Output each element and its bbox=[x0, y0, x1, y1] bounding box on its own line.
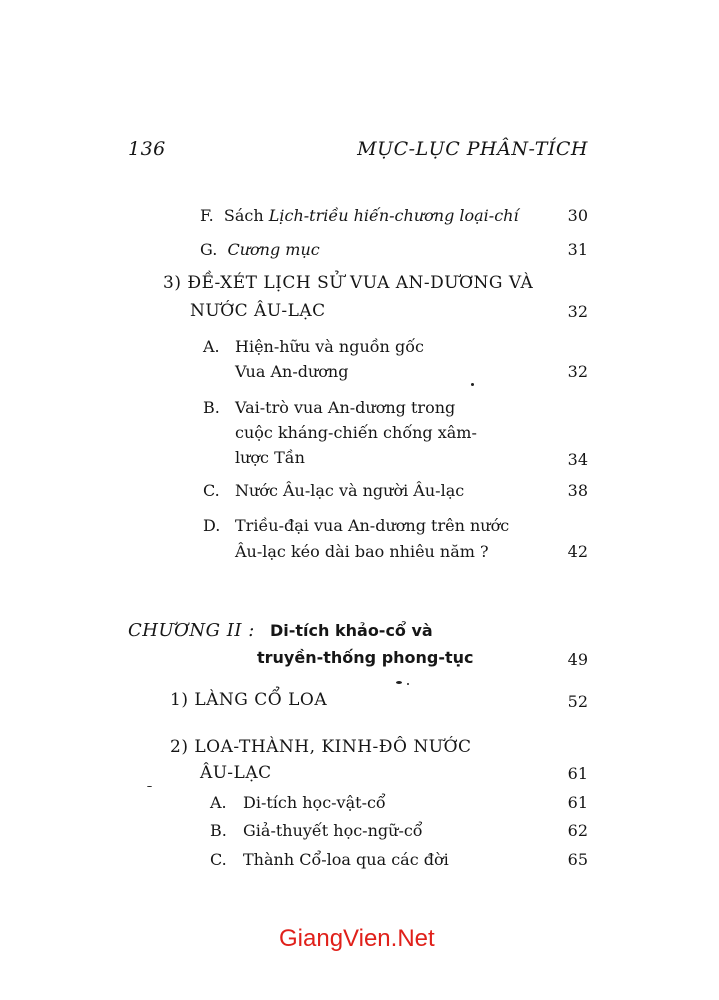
toc-entry-3a-line2: Vua An-dương bbox=[235, 362, 349, 381]
toc-letter: C. bbox=[210, 850, 227, 869]
toc-letter: A. bbox=[210, 793, 227, 812]
toc-page-number: 32 bbox=[567, 302, 588, 321]
toc-letter: A. bbox=[203, 337, 220, 356]
toc-section-2-line2: ÂU-LẠC bbox=[200, 763, 272, 783]
toc-page-number: 65 bbox=[567, 850, 588, 869]
toc-page-number: 62 bbox=[567, 821, 588, 840]
toc-section-1: 1) LÀNG CỔ LOA bbox=[170, 690, 328, 710]
chapter-title-line2: truyền-thống phong-tục bbox=[257, 648, 474, 667]
toc-entry-3b-line1: Vai-trò vua An-dương trong bbox=[235, 398, 456, 417]
toc-entry-3d-line2: Âu-lạc kéo dài bao nhiêu năm ? bbox=[235, 542, 489, 561]
page-number: 136 bbox=[128, 138, 166, 160]
toc-page-number: 52 bbox=[567, 692, 588, 711]
page-header-title: MỤC-LỤC PHÂN-TÍCH bbox=[357, 138, 588, 160]
toc-page-number: 34 bbox=[567, 450, 588, 469]
toc-letter: D. bbox=[203, 516, 221, 535]
toc-letter: F. bbox=[200, 206, 214, 225]
scan-speck bbox=[147, 786, 152, 787]
toc-entry-3a-line1: Hiện-hữu và nguồn gốc bbox=[235, 337, 424, 356]
toc-section-3-line2: NƯỚC ÂU-LẠC bbox=[190, 301, 326, 321]
toc-entry-3b-line2: cuộc kháng-chiến chống xâm- bbox=[235, 423, 477, 442]
toc-entry-2a: Di-tích học-vật-cổ bbox=[243, 793, 386, 812]
chapter-title-line1: Di-tích khảo-cổ và bbox=[270, 621, 433, 640]
toc-entry-2c: Thành Cổ-loa qua các đời bbox=[243, 850, 449, 869]
toc-letter: G. bbox=[200, 240, 218, 259]
toc-entry-f bbox=[200, 206, 519, 225]
toc-title: Lịch-triều hiến-chương loại-chí bbox=[268, 206, 519, 225]
toc-page-number: 42 bbox=[567, 542, 588, 561]
toc-page-number: 31 bbox=[567, 240, 588, 259]
toc-page-number: 38 bbox=[567, 481, 588, 500]
toc-letter: B. bbox=[210, 821, 227, 840]
toc-entry-2b: Giả-thuyết học-ngữ-cổ bbox=[243, 821, 423, 840]
scan-speck bbox=[407, 683, 409, 685]
scan-speck bbox=[471, 383, 474, 386]
toc-prefix: Sách bbox=[223, 206, 264, 225]
toc-section-2-line1: 2) LOA-THÀNH, KINH-ĐÔ NƯỚC bbox=[170, 737, 472, 757]
toc-page-number: 49 bbox=[567, 650, 588, 669]
toc-entry-g bbox=[200, 240, 320, 259]
toc-title: Cương mục bbox=[227, 240, 320, 259]
toc-entry-3c-line1: Nước Âu-lạc và người Âu-lạc bbox=[235, 481, 465, 500]
toc-page-number: 61 bbox=[567, 793, 588, 812]
toc-page-number: 30 bbox=[567, 206, 588, 225]
scan-speck bbox=[396, 681, 402, 684]
toc-page-number: 32 bbox=[567, 362, 588, 381]
chapter-label: CHƯƠNG II : bbox=[128, 620, 255, 641]
toc-letter: B. bbox=[203, 398, 220, 417]
toc-section-3-line1: 3) ĐỀ-XÉT LỊCH SỬ VUA AN-DƯƠNG VÀ bbox=[163, 273, 534, 293]
toc-entry-3d-line1: Triều-đại vua An-dương trên nước bbox=[235, 516, 510, 535]
toc-page-number: 61 bbox=[567, 764, 588, 783]
toc-entry-3b-line3: lược Tần bbox=[235, 448, 305, 467]
toc-letter: C. bbox=[203, 481, 220, 500]
watermark: GiangVien.Net bbox=[279, 925, 435, 952]
